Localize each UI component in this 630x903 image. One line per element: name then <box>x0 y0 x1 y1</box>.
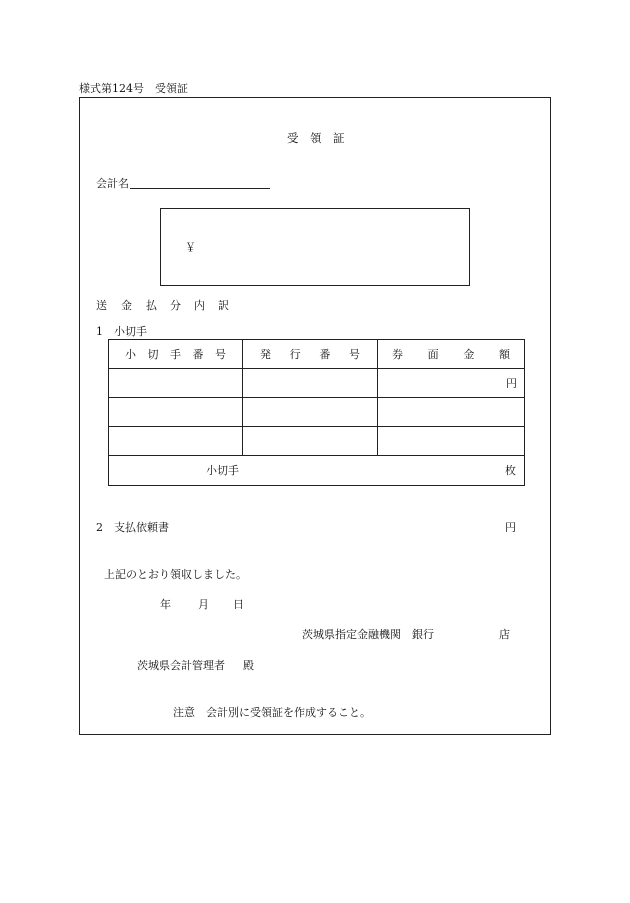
title-char: 領 <box>310 131 322 145</box>
section2-label: 支払依頼書 <box>114 521 169 534</box>
issue-number-cell <box>243 427 378 456</box>
header-char: 号 <box>348 347 360 361</box>
header-char: 号 <box>215 347 226 361</box>
addressee-name: 茨城県会計管理者 <box>137 659 225 672</box>
breakdown-char: 内 <box>194 299 205 312</box>
amount-box <box>160 208 470 286</box>
breakdown-char: 訳 <box>218 299 229 312</box>
yen-symbol: ￥ <box>185 241 196 254</box>
column-header-issue-number <box>243 340 378 369</box>
account-label: 会計名 <box>96 177 129 190</box>
check-number-cell <box>109 398 243 427</box>
header-char: 行 <box>289 347 301 361</box>
received-statement: 上記のとおり領収しました。 <box>104 568 247 581</box>
date-year: 年 <box>160 598 171 611</box>
header-char: 発 <box>260 347 271 361</box>
table-row <box>109 398 525 427</box>
check-number-cell <box>109 369 243 398</box>
section2-unit: 円 <box>505 521 516 534</box>
form-number: 様式第124号 受領証 <box>79 82 188 95</box>
header-char: 券 <box>392 347 403 361</box>
title-char: 受 <box>287 131 299 145</box>
section1-label: 小切手 <box>114 325 147 338</box>
total-cell <box>109 456 525 486</box>
check-table <box>108 339 525 486</box>
amount-cell <box>378 398 525 427</box>
header-char: 切 <box>147 347 159 361</box>
breakdown-heading <box>96 300 236 312</box>
addressee-honorific: 殿 <box>243 659 254 672</box>
header-char: 小 <box>125 347 136 361</box>
header-char: 金 <box>463 347 475 361</box>
column-header-check-number <box>109 340 243 369</box>
breakdown-char: 払 <box>146 299 157 312</box>
title-char: 証 <box>333 131 345 145</box>
breakdown-char: 分 <box>170 299 181 312</box>
bank-institution: 茨城県指定金融機関 <box>302 628 401 641</box>
account-underline <box>130 188 270 189</box>
section2-number: 2 <box>96 521 103 534</box>
amount-cell: 円 <box>378 369 525 398</box>
header-char: 手 <box>170 347 181 361</box>
breakdown-char: 送 <box>96 299 107 312</box>
header-char: 番 <box>192 347 204 361</box>
section1-number: 1 <box>96 325 103 338</box>
header-char: 額 <box>498 347 510 361</box>
table-total-row <box>109 456 525 486</box>
amount-cell <box>378 427 525 456</box>
total-unit: 枚 <box>505 463 516 477</box>
issue-number-cell <box>243 369 378 398</box>
check-number-cell <box>109 427 243 456</box>
table-row <box>109 369 525 398</box>
table-header-row <box>109 340 525 369</box>
header-char: 番 <box>319 347 331 361</box>
date-day: 日 <box>233 598 244 611</box>
total-label: 小切手 <box>206 463 239 477</box>
date-month: 月 <box>198 598 209 611</box>
issue-number-cell <box>243 398 378 427</box>
bank-branch: 店 <box>499 628 510 641</box>
bank-name: 銀行 <box>412 628 434 641</box>
header-char: 面 <box>427 347 439 361</box>
column-header-face-amount <box>378 340 525 369</box>
breakdown-char: 金 <box>121 299 132 312</box>
table-row <box>109 427 525 456</box>
note: 注意 会計別に受領証を作成すること。 <box>173 706 371 719</box>
